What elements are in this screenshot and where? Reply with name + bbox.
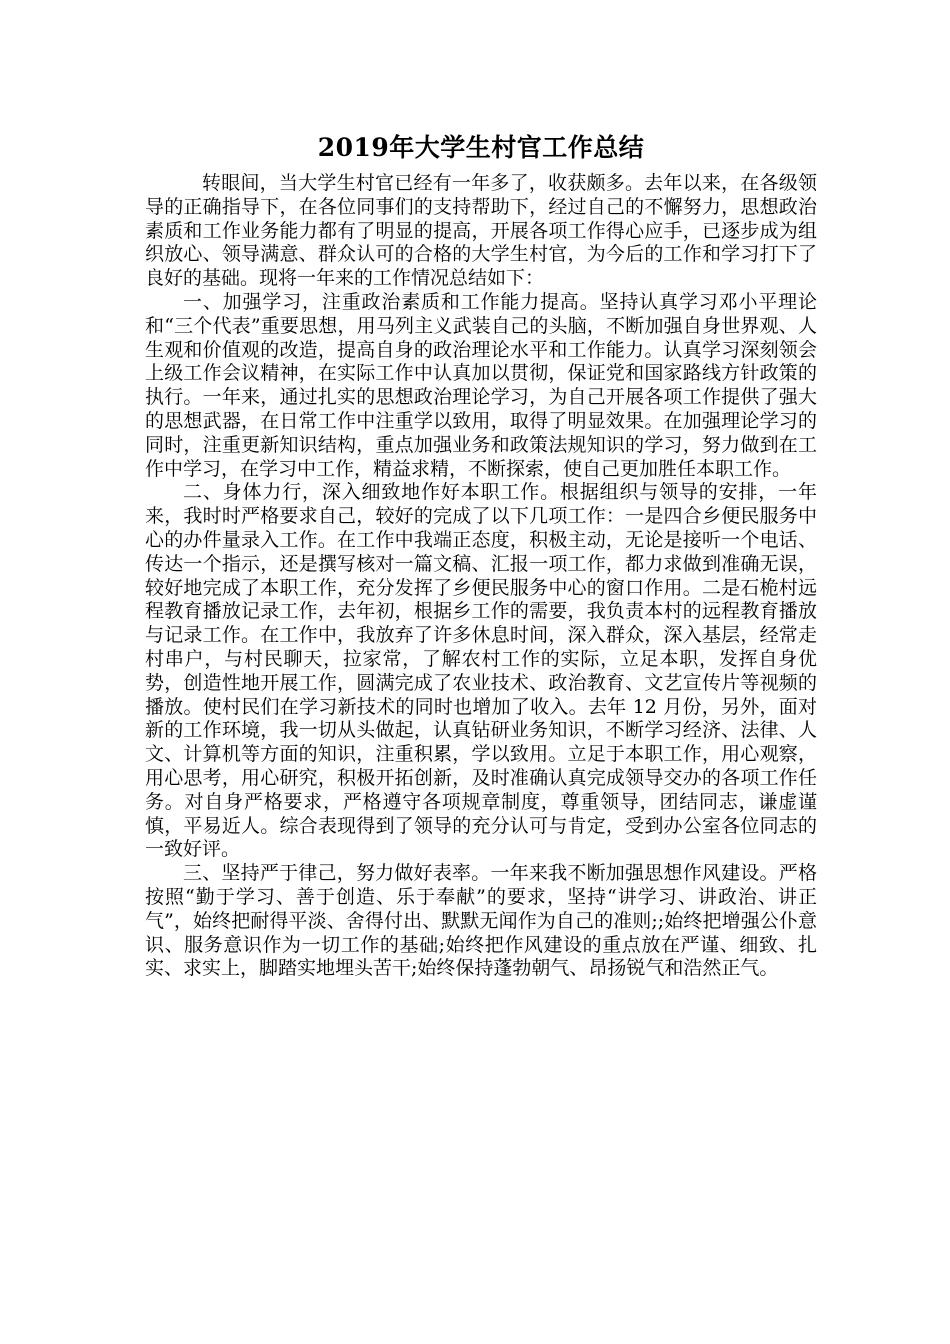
document-body (145, 130, 817, 981)
paragraph-section-1: 一、加强学习，注重政治素质和工作能力提高。坚持认真学习邓小平理论和“三个代表”重要思想，用马列主义武装自己的头脑，不断加强自身世界观、人生观和价值观的改造，提高自身的政治理论水平和工作能力。认真学习深刻领会上级工作会议精神，在实际工作中认真加以贯彻，保证党和国家路线方针政策的执行。一年来，通过扎实的思想政治理论学习，为自己开展各项工作提供了强大的思想武器，在日常工作中注重学以致用，取得了明显效果。在加强理论学习的同时，注重更新知识结构，重点加强业务和政策法规知识的学习，努力做到在工作中学习，在学习中工作，精益求精，不断探索，使自己更加胜任本职工作。 (145, 290, 817, 480)
paragraph-section-2: 二、身体力行，深入细致地作好本职工作。根据组织与领导的安排，一年来，我时时严格要求自己，较好的完成了以下几项工作：一是四合乡便民服务中心的办件量录入工作。在工作中我端正态度，积极主动，无论是接听一个电话、传达一个指示，还是撰写核对一篇文稿、汇报一项工作，都力求做到准确无误，较好地完成了本职工作，充分发挥了乡便民服务中心的窗口作用。二是石桅村远程教育播放记录工作，去年初，根据乡工作的需要，我负责本村的远程教育播放与记录工作。在工作中，我放弃了许多休息时间，深入群众，深入基层，经常走村串户，与村民聊天，拉家常，了解农村工作的实际，立足本职，发挥自身优势，创造性地开展工作，圆满完成了农业技术、政治教育、文艺宣传片等视频的播放。使村民们在学习新技术的同时也增加了收入。去年 12 月份，另外，面对新的工作环境，我一切从头做起，认真钻研业务知识，不断学习经济、法律、人文、计算机等方面的知识，注重积累，学以致用。立足于本职工作，用心观察，用心思考，用心研究，积极开拓创新，及时准确认真完成领导交办的各项工作任务。对自身严格要求，严格遵守各项规章制度，尊重领导，团结同志，谦虚谨慎，平易近人。综合表现得到了领导的充分认可与肯定，受到办公室各位同志的一致好评。 (145, 481, 817, 861)
document-title: 2019年大学生村官工作总结 (317, 133, 645, 162)
paragraph-section-3: 三、坚持严于律己，努力做好表率。一年来我不断加强思想作风建设。严格按照“勤于学习、善于创造、乐于奉献”的要求，坚持“讲学习、讲政治、讲正气”，始终把耐得平淡、舍得付出、默默无闻作为自己的准则;;始终把增强公仆意识、服务意识作为一切工作的基础;始终把作风建设的重点放在严谨、细致、扎实、求实上，脚踏实地埋头苦干;始终保持蓬勃朝气、昂扬锐气和浩然正气。 (145, 862, 817, 980)
paragraph-intro: 转眼间，当大学生村官已经有一年多了，收获颇多。去年以来，在各级领导的正确指导下，在各位同事们的支持帮助下，经过自己的不懈努力，思想政治素质和工作业务能力都有了明显的提高，开展各项工作得心应手，已逐步成为组织放心、领导满意、群众认可的合格的大学生村官，为今后的工作和学习打下了良好的基础。现将一年来的工作情况总结如下： (145, 172, 817, 290)
